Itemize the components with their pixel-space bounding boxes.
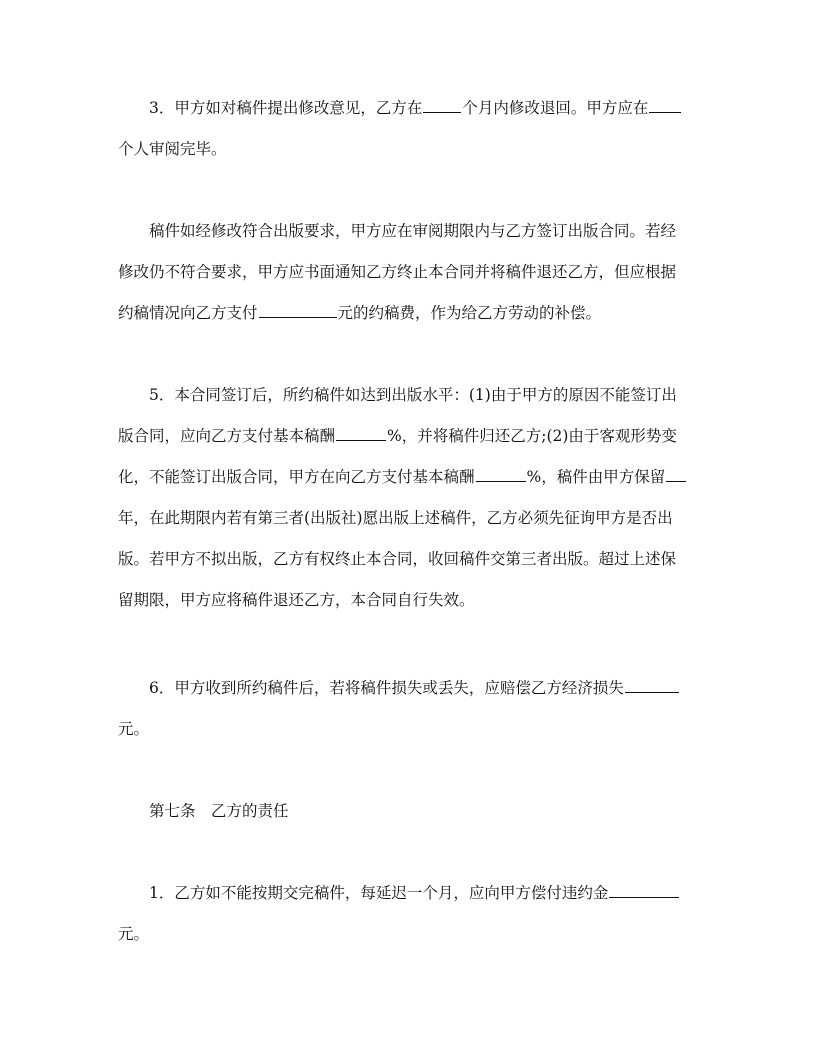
clause-6 — [118, 668, 698, 750]
clause-6-text: 6．甲方收到所约稿件后，若将稿件损失或丢失，应赔偿乙方经济损失 — [149, 679, 624, 697]
clause-revision-line-1: 稿件如经修改符合出版要求，甲方应在审阅期限内与乙方签订出版合同。若经 — [149, 222, 677, 240]
clause-5-text-2b: %，并将稿件归还乙方;(2)由于客观形势变 — [387, 427, 677, 445]
clause-3-text-b: 个月内修改退回。甲方应在 — [462, 99, 649, 117]
clause-5-line-6: 留期限，甲方应将稿件退还乙方，本合同自行失效。 — [118, 591, 475, 609]
article-7-clause-1-text: 1．乙方如不能按期交完稿件，每延迟一个月，应向甲方偿付违约金 — [149, 884, 609, 902]
clause-5-line-4: 年，在此期限内若有第三者(出版社)愿出版上述稿件，乙方必须先征询甲方是否出 — [118, 509, 673, 527]
clause-5-text-2a: 版合同，应向乙方支付基本稿酬 — [118, 427, 336, 445]
clause-6-line-2: 元。 — [118, 720, 150, 738]
article-7-heading: 第七条 乙方的责任 — [149, 802, 289, 820]
clause-3 — [118, 88, 698, 170]
clause-revision-text-a: 约稿情况向乙方支付 — [118, 304, 258, 322]
blank-months — [423, 98, 461, 113]
blank-review-period — [649, 98, 681, 113]
clause-3-line-2: 个人审阅完毕。 — [118, 140, 227, 158]
clause-5-line-5: 版。若甲方不拟出版，乙方有权终止本合同，收回稿件交第三者出版。超过上述保 — [118, 550, 677, 568]
clause-3-text-a: 3．甲方如对稿件提出修改意见，乙方在 — [149, 99, 423, 117]
blank-fee-amount — [259, 303, 337, 318]
clause-revision — [118, 211, 698, 334]
blank-retention-period — [666, 467, 686, 482]
clause-revision-text-b: 元的约稿费，作为给乙方劳动的补偿。 — [337, 304, 602, 322]
blank-royalty-percent-2 — [476, 467, 526, 482]
blank-penalty-amount — [609, 883, 679, 898]
blank-royalty-percent-1 — [336, 426, 386, 441]
clause-5-line-1: 5．本合同签订后，所约稿件如达到出版水平：(1)由于甲方的原因不能签订出 — [149, 386, 677, 404]
clause-5-text-3a: 化，不能签订出版合同，甲方在向乙方支付基本稿酬 — [118, 468, 475, 486]
clause-revision-line-2: 修改仍不符合要求，甲方应书面通知乙方终止本合同并将稿件退还乙方，但应根据 — [118, 263, 677, 281]
clause-5 — [118, 375, 698, 621]
article-7-clause-1 — [118, 873, 698, 955]
article-7 — [118, 791, 698, 832]
article-7-clause-1-line-2: 元。 — [118, 925, 150, 943]
blank-loss-compensation — [625, 678, 679, 693]
clause-5-text-3b: %，稿件由甲方保留 — [526, 468, 666, 486]
